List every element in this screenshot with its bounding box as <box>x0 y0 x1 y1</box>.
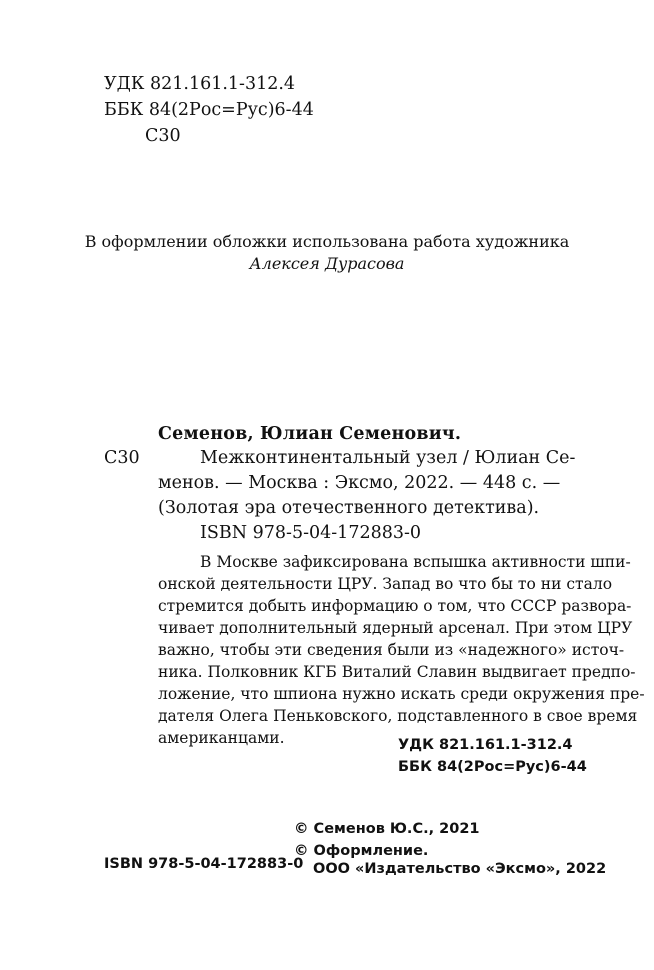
author-mark-top: С30 <box>145 126 181 146</box>
record-title-line-2: менов. — Москва : Эксмо, 2022. — 448 с. — <box>158 473 561 493</box>
record-author: Семенов, Юлиан Семенович. <box>158 424 462 444</box>
record-title-line-1: Межконтинентальный узел / Юлиан Се- <box>200 448 576 468</box>
udk-code-top: УДК 821.161.1-312.4 <box>104 74 296 94</box>
annotation-line: онской деятельности ЦРУ. Запад во что бы то ни стало <box>158 575 613 593</box>
bbk-code-top: ББК 84(2Рос=Рус)6-44 <box>104 100 314 120</box>
record-author-mark: С30 <box>104 448 140 468</box>
annotation-line: дателя Олега Пеньковского, подставленного в свое время <box>158 707 638 725</box>
copyright-isbn: ISBN 978-5-04-172883-0 <box>104 856 304 872</box>
annotation-line: ложение, что шпиона нужно искать среди окружения пре- <box>158 685 645 703</box>
record-title-line-3: (Золотая эра отечественного детектива). <box>158 498 540 518</box>
copyright-design-label: © Оформление. <box>294 843 429 859</box>
record-isbn: ISBN 978-5-04-172883-0 <box>200 523 422 543</box>
copyright-author: © Семенов Ю.С., 2021 <box>294 821 480 837</box>
annotation-line: В Москве зафиксирована вспышка активности шпи- <box>200 553 631 571</box>
annotation-line: чивает дополнительный ядерный арсенал. При этом ЦРУ <box>158 619 633 637</box>
copyright-publisher: ООО «Издательство «Эксмо», 2022 <box>313 861 607 877</box>
annotation-line: ника. Полковник КГБ Виталий Славин выдвигает предпо- <box>158 663 636 681</box>
annotation-line: американцами. <box>158 729 285 747</box>
cover-credit-line: В оформлении обложки использована работа художника <box>84 232 570 251</box>
bbk-code-bottom: ББК 84(2Рос=Рус)6-44 <box>398 759 587 775</box>
udk-code-bottom: УДК 821.161.1-312.4 <box>398 737 573 753</box>
artist-name: Алексея Дурасова <box>249 254 405 273</box>
annotation-line: стремится добыть информацию о том, что СССР развора- <box>158 597 632 615</box>
annotation-line: важно, чтобы эти сведения были из «надежного» источ- <box>158 641 625 659</box>
cover-artist-name <box>0 253 654 274</box>
